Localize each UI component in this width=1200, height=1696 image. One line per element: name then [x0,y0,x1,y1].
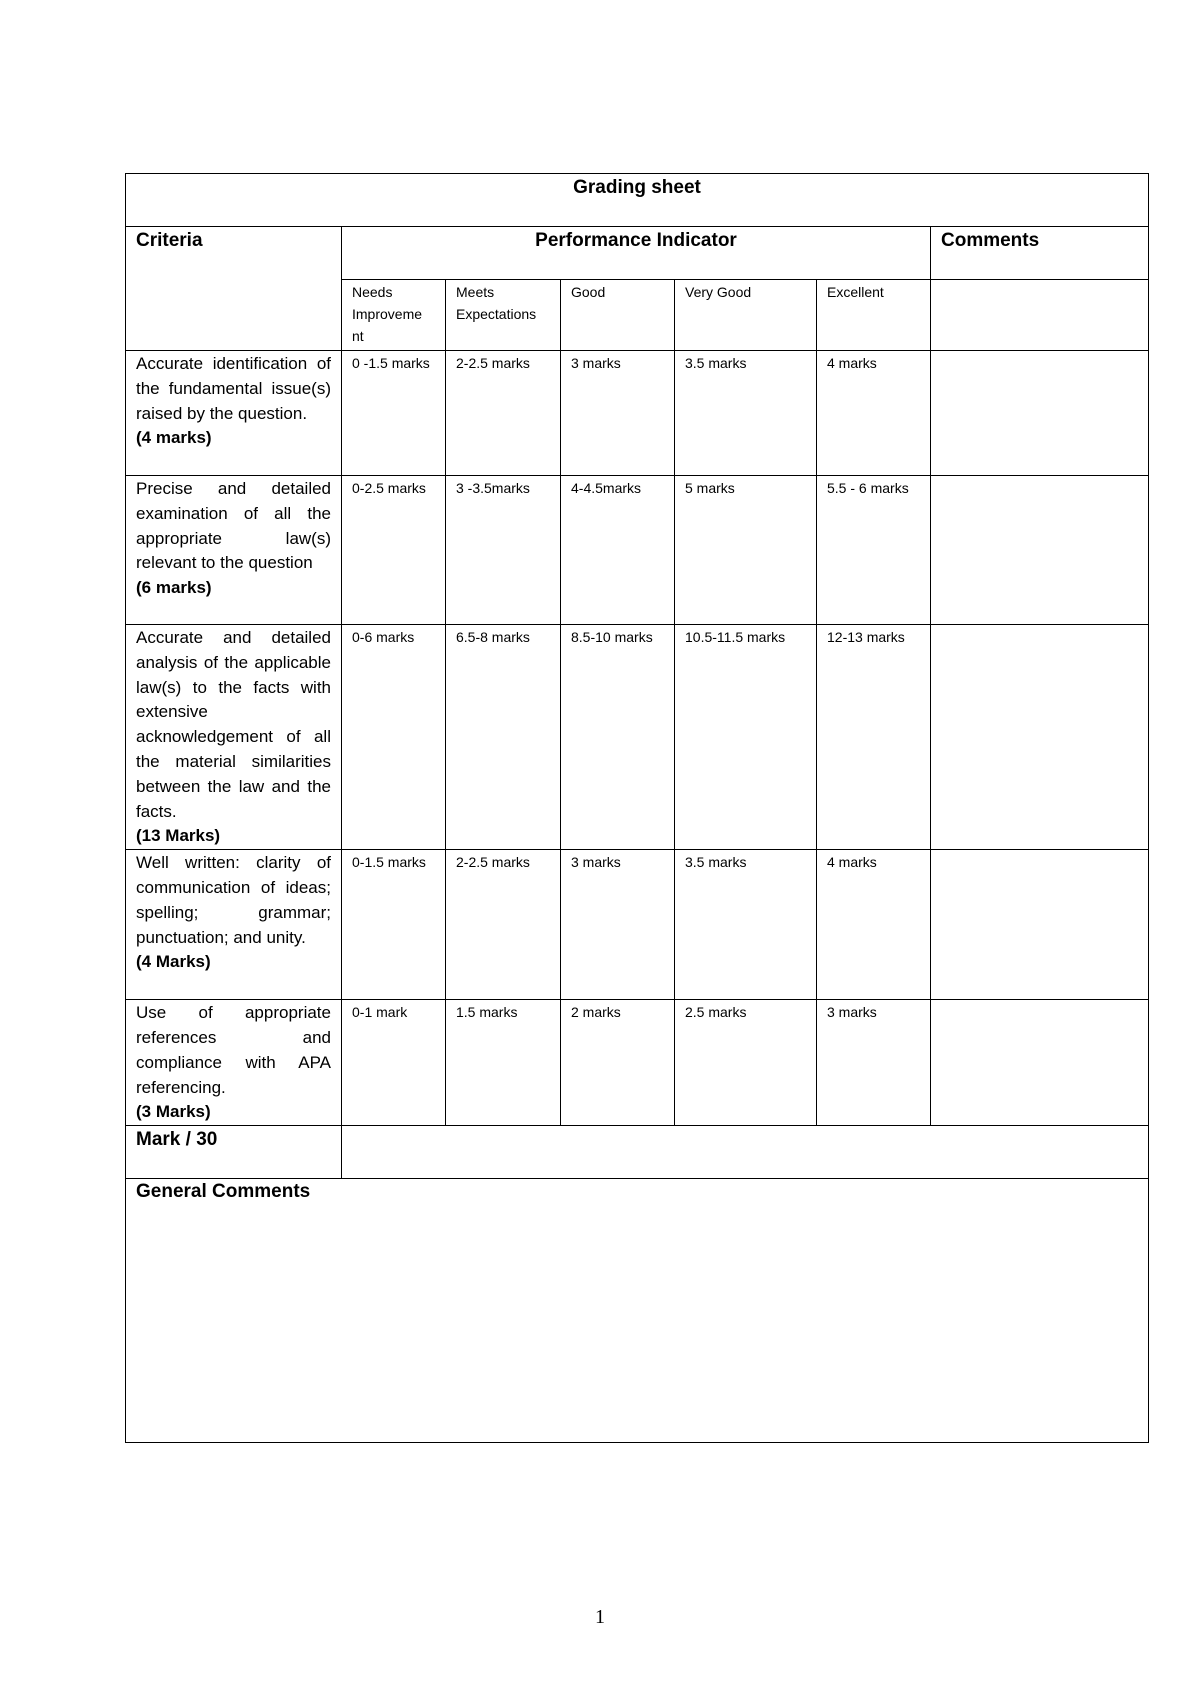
sheet-title: Grading sheet [126,174,1149,227]
table-row [126,1000,1149,1126]
band-cell: 2 marks [561,1000,675,1126]
comments-header: Comments [931,227,1149,280]
criterion-cell [126,476,342,625]
criterion-marks: (4 marks) [136,428,212,448]
band-cell: 1.5 marks [446,1000,561,1126]
band-cell: 4 marks [817,850,931,1000]
band-cell: 5 marks [675,476,817,625]
criterion-text: Well written: clarity of communication of ideas; spelling; grammar; punctuation; and unity. [136,853,331,947]
performance-indicator-header: Performance Indicator [342,227,931,280]
grading-sheet-table [125,173,1149,1443]
mark-total-field[interactable] [342,1126,1149,1179]
comments-cell[interactable] [931,476,1149,625]
band-cell: 8.5-10 marks [561,625,675,850]
band-cell: 4-4.5marks [561,476,675,625]
criterion-cell [126,1000,342,1126]
criterion-text: Accurate and detailed analysis of the applicable law(s) to the facts with extensive acknowledgement of all the material similarities between the law and the facts. [136,628,331,821]
band-cell: 10.5-11.5 marks [675,625,817,850]
band-cell: 0-1.5 marks [342,850,446,1000]
comments-cell[interactable] [931,351,1149,476]
band-cell: 3.5 marks [675,351,817,476]
general-comments-field[interactable] [126,1179,1149,1443]
table-row [126,351,1149,476]
table-row [126,850,1149,1000]
criterion-marks: (4 Marks) [136,952,211,972]
band-cell: 0 -1.5 marks [342,351,446,476]
comments-cell[interactable] [931,1000,1149,1126]
band-cell: 12-13 marks [817,625,931,850]
level-meets-expectations: Meets Expectations [446,280,561,351]
criterion-cell [126,850,342,1000]
table-row [126,476,1149,625]
comments-cell[interactable] [931,850,1149,1000]
criterion-marks: (13 Marks) [136,826,221,846]
table-row [126,625,1149,850]
band-cell: 0-2.5 marks [342,476,446,625]
band-cell: 2-2.5 marks [446,850,561,1000]
band-cell: 3 marks [561,850,675,1000]
comments-subheader-cell [931,280,1149,351]
criterion-text: Precise and detailed examination of all the appropriate law(s) relevant to the question [136,479,331,573]
level-very-good: Very Good [675,280,817,351]
general-comments-label: General Comments [136,1181,311,1203]
band-cell: 0-1 mark [342,1000,446,1126]
criteria-header: Criteria [126,227,342,351]
criterion-cell [126,351,342,476]
page-number: 1 [595,1606,605,1628]
band-cell: 3 marks [561,351,675,476]
criterion-text: Use of appropriate references and compliance with APA referencing. [136,1003,331,1097]
criterion-marks: (3 Marks) [136,1102,211,1122]
band-cell: 3.5 marks [675,850,817,1000]
band-cell: 3 -3.5marks [446,476,561,625]
criterion-text: Accurate identification of the fundamental issue(s) raised by the question. [136,354,331,423]
level-needs-improvement: Needs Improveme nt [342,280,446,351]
band-cell: 6.5-8 marks [446,625,561,850]
level-good: Good [561,280,675,351]
criterion-marks: (6 marks) [136,578,212,598]
mark-total-label: Mark / 30 [126,1126,342,1179]
band-cell: 4 marks [817,351,931,476]
band-cell: 2.5 marks [675,1000,817,1126]
band-cell: 0-6 marks [342,625,446,850]
comments-cell[interactable] [931,625,1149,850]
band-cell: 5.5 - 6 marks [817,476,931,625]
criterion-cell [126,625,342,850]
band-cell: 3 marks [817,1000,931,1126]
level-excellent: Excellent [817,280,931,351]
band-cell: 2-2.5 marks [446,351,561,476]
